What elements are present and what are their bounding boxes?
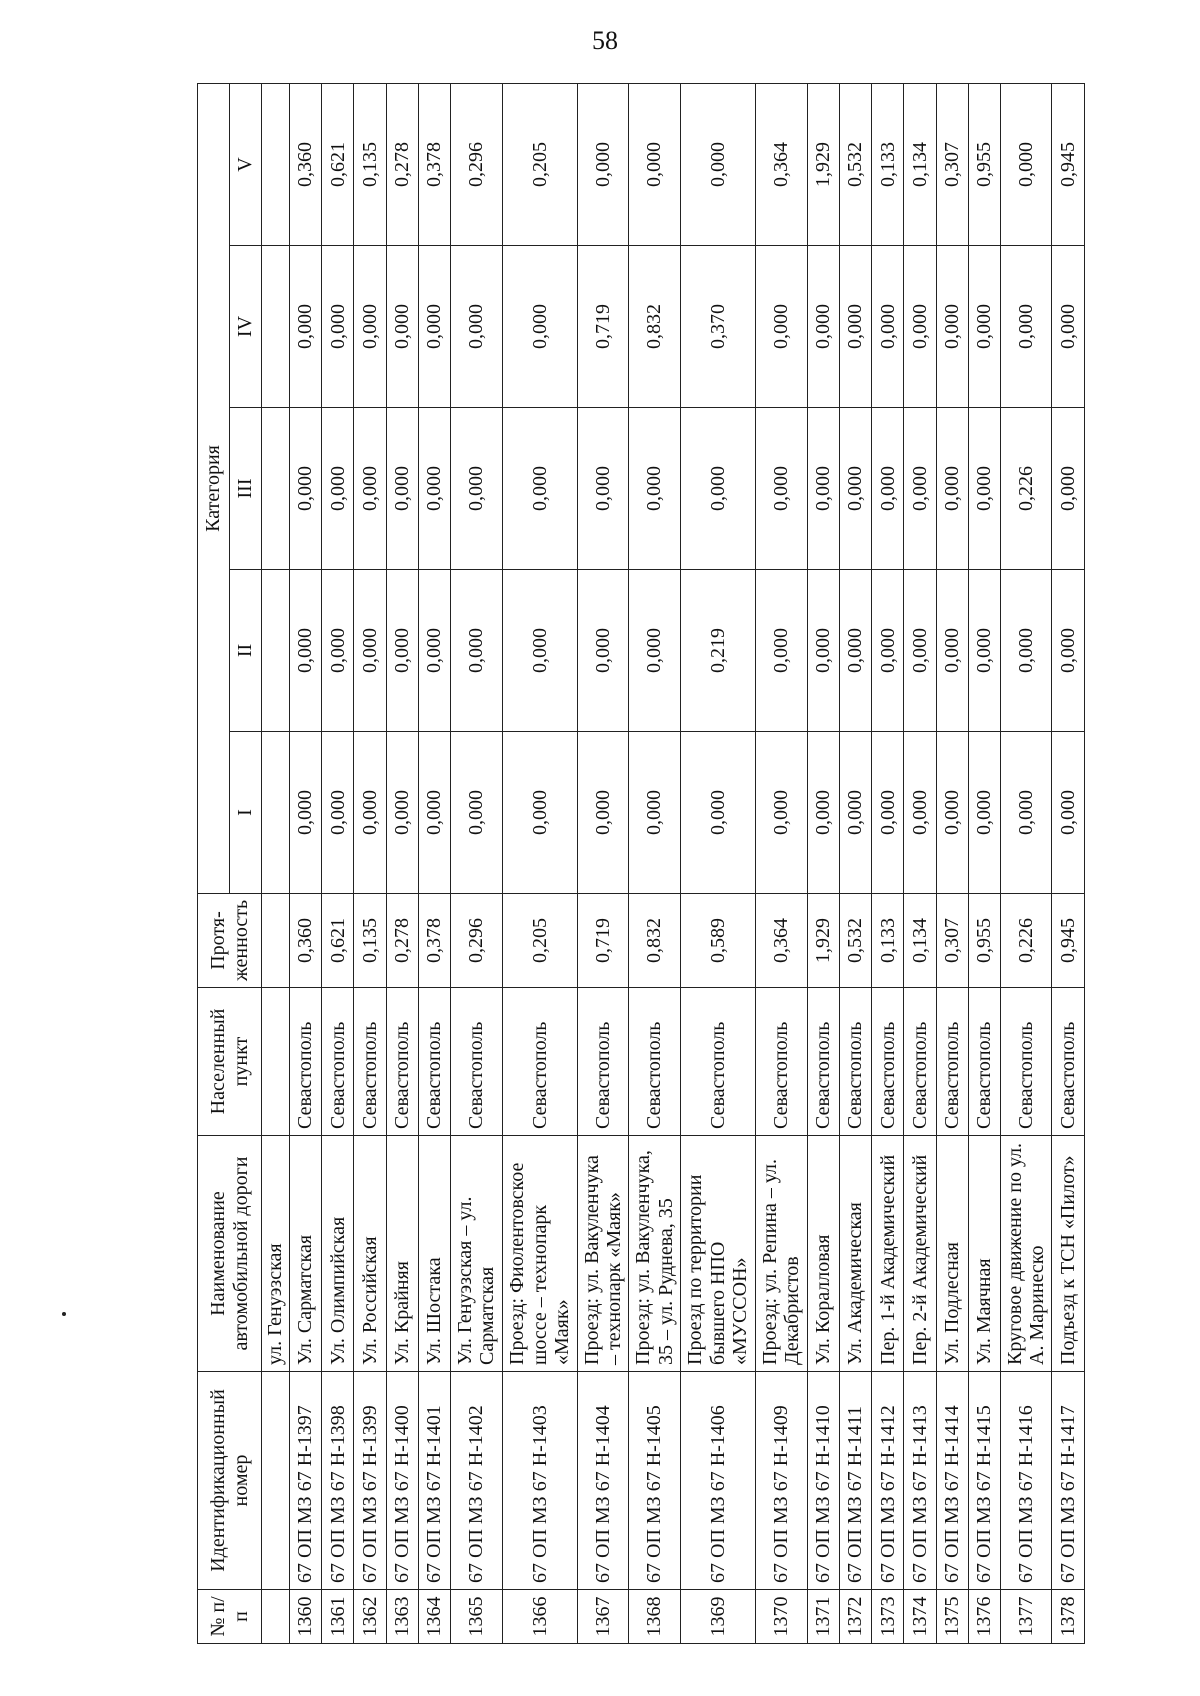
cell-cat-2: 0,000 [386,570,418,732]
cell-name: Ул. Подлесная [936,1136,968,1372]
cell-cat-5: 0,360 [289,83,321,245]
cell-name: ул. Генуэзская [262,1136,290,1372]
cell-name: Подъезд к ТСН «Пилот» [1052,1136,1085,1372]
table-row [418,83,450,1643]
cell-num: 1369 [680,1590,755,1644]
cell-name: Ул. Академическая [839,1136,871,1372]
cell-cat-4: 0,370 [680,246,755,408]
cell-num: 1370 [756,1590,807,1644]
cell-cat-1: 0,000 [807,732,839,894]
cell-empty [262,988,290,1136]
cell-cat-1: 0,000 [322,732,354,894]
cell-num: 1371 [807,1590,839,1644]
cell-cat-3: 0,000 [289,408,321,570]
cell-cat-1: 0,000 [1001,732,1052,894]
cell-cat-2: 0,000 [289,570,321,732]
cell-empty [262,1372,290,1590]
cell-num: 1378 [1052,1590,1085,1644]
cell-cat-4: 0,000 [451,246,502,408]
cell-empty [262,1590,290,1644]
cell-length: 0,360 [289,894,321,988]
cell-location: Севастополь [680,988,755,1136]
cell-length: 0,205 [502,894,577,988]
cell-ident: 67 ОП МЗ 67 Н-1414 [936,1372,968,1590]
cell-cat-4: 0,000 [872,246,904,408]
cell-name: Пер. 2-й Академический [904,1136,936,1372]
cell-cat-3: 0,226 [1001,408,1052,570]
cell-num: 1374 [904,1590,936,1644]
header-location: Населенный пункт [198,988,262,1136]
header-cat-1: I [230,732,262,894]
cell-name: Проезд: Фиолентовское шоссе – технопарк «Маяк» [502,1136,577,1372]
header-name: Наименование автомобильной дороги [198,1136,262,1372]
cell-location: Севастополь [418,988,450,1136]
cell-cat-4: 0,000 [354,246,386,408]
table-row [872,83,904,1643]
cell-cat-4: 0,832 [629,246,680,408]
cell-ident: 67 ОП МЗ 67 Н-1412 [872,1372,904,1590]
cell-ident: 67 ОП МЗ 67 Н-1399 [354,1372,386,1590]
cell-location: Севастополь [756,988,807,1136]
cell-cat-5: 0,532 [839,83,871,245]
cell-cat-1: 0,000 [936,732,968,894]
cell-length: 0,532 [839,894,871,988]
table-row [1001,83,1052,1643]
cell-cat-4: 0,719 [578,246,629,408]
table-row [904,83,936,1643]
cell-cat-2: 0,000 [322,570,354,732]
header-cat-4: IV [230,246,262,408]
cell-length: 0,378 [418,894,450,988]
header-row [198,83,230,1643]
cell-name: Проезд: ул. Вакуленчука – технопарк «Маяк» [578,1136,629,1372]
cell-length: 0,621 [322,894,354,988]
header-num: № п/п [198,1590,262,1644]
header-category: Категория [198,83,230,893]
cell-length: 0,226 [1001,894,1052,988]
cell-num: 1368 [629,1590,680,1644]
cell-ident: 67 ОП МЗ 67 Н-1417 [1052,1372,1085,1590]
cell-cat-3: 0,000 [680,408,755,570]
cell-ident: 67 ОП МЗ 67 Н-1405 [629,1372,680,1590]
cell-cat-5: 0,000 [578,83,629,245]
cell-cat-3: 0,000 [578,408,629,570]
cell-cat-1: 0,000 [839,732,871,894]
cell-ident: 67 ОП МЗ 67 Н-1406 [680,1372,755,1590]
header-cat-5: V [230,83,262,245]
cell-cat-3: 0,000 [936,408,968,570]
cell-num: 1375 [936,1590,968,1644]
cell-name: Ул. Шостака [418,1136,450,1372]
cell-cat-1: 0,000 [629,732,680,894]
cell-cat-4: 0,000 [904,246,936,408]
cell-location: Севастополь [904,988,936,1136]
cell-num: 1373 [872,1590,904,1644]
cell-cat-2: 0,000 [872,570,904,732]
cell-name: Ул. Олимпийская [322,1136,354,1372]
cell-cat-5: 0,945 [1052,83,1085,245]
cell-cat-5: 0,278 [386,83,418,245]
cell-cat-3: 0,000 [807,408,839,570]
cell-cat-2: 0,000 [968,570,1000,732]
cell-name: Проезд: ул. Вакуленчука, 35 – ул. Руднева, 35 [629,1136,680,1372]
cell-cat-4: 0,000 [1052,246,1085,408]
cell-cat-5: 0,000 [680,83,755,245]
cell-name: Ул. Сарматская [289,1136,321,1372]
cell-cat-5: 0,621 [322,83,354,245]
cell-ident: 67 ОП МЗ 67 Н-1402 [451,1372,502,1590]
cell-empty [262,894,290,988]
cell-name: Ул. Коралловая [807,1136,839,1372]
cell-ident: 67 ОП МЗ 67 Н-1409 [756,1372,807,1590]
cell-cat-5: 0,296 [451,83,502,245]
cell-cat-3: 0,000 [872,408,904,570]
cell-cat-1: 0,000 [968,732,1000,894]
cell-location: Севастополь [968,988,1000,1136]
cell-location: Севастополь [289,988,321,1136]
cell-ident: 67 ОП МЗ 67 Н-1403 [502,1372,577,1590]
cell-cat-4: 0,000 [322,246,354,408]
cell-cat-5: 0,205 [502,83,577,245]
cell-location: Севастополь [578,988,629,1136]
cell-empty [262,570,290,732]
cell-cat-2: 0,000 [1052,570,1085,732]
cell-name: Проезд по территории бывшего НПО «МУССОН» [680,1136,755,1372]
cell-name: Проезд: ул. Репина – ул. Декабристов [756,1136,807,1372]
table-row [354,83,386,1643]
cell-length: 0,296 [451,894,502,988]
cell-num: 1365 [451,1590,502,1644]
cell-cat-1: 0,000 [502,732,577,894]
cell-cat-1: 0,000 [1052,732,1085,894]
cell-location: Севастополь [629,988,680,1136]
table-row [322,83,354,1643]
cell-cat-3: 0,000 [502,408,577,570]
cell-ident: 67 ОП МЗ 67 Н-1415 [968,1372,1000,1590]
cell-name: Ул. Крайняя [386,1136,418,1372]
cell-cat-2: 0,000 [839,570,871,732]
cell-num: 1362 [354,1590,386,1644]
cell-cat-5: 0,133 [872,83,904,245]
cell-cat-5: 0,000 [629,83,680,245]
cell-cat-3: 0,000 [418,408,450,570]
cell-location: Севастополь [322,988,354,1136]
cell-cat-4: 0,000 [968,246,1000,408]
cell-empty [262,408,290,570]
table-row [386,83,418,1643]
cell-length: 0,832 [629,894,680,988]
cell-cat-4: 0,000 [1001,246,1052,408]
cell-cat-3: 0,000 [756,408,807,570]
header-ident: Идентификационный номер [198,1372,262,1590]
cell-length: 0,278 [386,894,418,988]
cell-cat-5: 0,364 [756,83,807,245]
cell-location: Севастополь [872,988,904,1136]
cell-cat-1: 0,000 [578,732,629,894]
table-row [680,83,755,1643]
cell-cat-1: 0,000 [904,732,936,894]
cell-ident: 67 ОП МЗ 67 Н-1413 [904,1372,936,1590]
cell-cat-3: 0,000 [322,408,354,570]
cell-cat-5: 0,135 [354,83,386,245]
cell-cat-3: 0,000 [629,408,680,570]
stray-dot [62,1312,66,1316]
cell-cat-2: 0,000 [936,570,968,732]
cell-cat-2: 0,000 [756,570,807,732]
cell-location: Севастополь [1052,988,1085,1136]
cell-num: 1366 [502,1590,577,1644]
cell-empty [262,246,290,408]
rotated-table-frame [197,84,1085,1644]
cell-cat-4: 0,000 [502,246,577,408]
cell-cat-3: 0,000 [451,408,502,570]
table-row [289,83,321,1643]
continuation-row [262,83,290,1643]
table-row [839,83,871,1643]
cell-cat-1: 0,000 [451,732,502,894]
cell-ident: 67 ОП МЗ 67 Н-1397 [289,1372,321,1590]
cell-cat-1: 0,000 [386,732,418,894]
cell-ident: 67 ОП МЗ 67 Н-1411 [839,1372,871,1590]
cell-cat-3: 0,000 [839,408,871,570]
cell-length: 1,929 [807,894,839,988]
cell-num: 1363 [386,1590,418,1644]
cell-num: 1361 [322,1590,354,1644]
cell-cat-3: 0,000 [968,408,1000,570]
cell-cat-3: 0,000 [354,408,386,570]
table-row [502,83,577,1643]
header-cat-3: III [230,408,262,570]
table-row [1052,83,1085,1643]
cell-location: Севастополь [1001,988,1052,1136]
cell-location: Севастополь [354,988,386,1136]
cell-ident: 67 ОП МЗ 67 Н-1401 [418,1372,450,1590]
cell-length: 0,589 [680,894,755,988]
table-container [197,84,1085,1644]
cell-name: Ул. Российская [354,1136,386,1372]
cell-cat-3: 0,000 [904,408,936,570]
cell-name: Круговое движение по ул. А. Маринеско [1001,1136,1052,1372]
cell-cat-3: 0,000 [1052,408,1085,570]
table-row [451,83,502,1643]
cell-num: 1360 [289,1590,321,1644]
cell-num: 1364 [418,1590,450,1644]
cell-length: 0,719 [578,894,629,988]
cell-cat-4: 0,000 [289,246,321,408]
cell-cat-4: 0,000 [936,246,968,408]
cell-cat-2: 0,219 [680,570,755,732]
cell-ident: 67 ОП МЗ 67 Н-1404 [578,1372,629,1590]
cell-cat-2: 0,000 [354,570,386,732]
page-number: 58 [592,26,618,55]
cell-cat-1: 0,000 [756,732,807,894]
cell-location: Севастополь [936,988,968,1136]
cell-cat-4: 0,000 [418,246,450,408]
cell-empty [262,732,290,894]
table-row [807,83,839,1643]
cell-cat-1: 0,000 [872,732,904,894]
cell-location: Севастополь [386,988,418,1136]
table-row [629,83,680,1643]
cell-location: Севастополь [451,988,502,1136]
cell-ident: 67 ОП МЗ 67 Н-1416 [1001,1372,1052,1590]
cell-name: Пер. 1-й Академический [872,1136,904,1372]
table-body [262,83,1085,1643]
cell-cat-2: 0,000 [418,570,450,732]
cell-cat-2: 0,000 [502,570,577,732]
cell-name: Ул. Маячная [968,1136,1000,1372]
roads-table [197,83,1085,1644]
cell-cat-1: 0,000 [354,732,386,894]
cell-cat-5: 1,929 [807,83,839,245]
cell-cat-2: 0,000 [629,570,680,732]
cell-num: 1372 [839,1590,871,1644]
cell-length: 0,135 [354,894,386,988]
table-row [756,83,807,1643]
cell-cat-5: 0,134 [904,83,936,245]
cell-cat-4: 0,000 [756,246,807,408]
cell-cat-4: 0,000 [839,246,871,408]
cell-length: 0,307 [936,894,968,988]
cell-location: Севастополь [839,988,871,1136]
cell-cat-5: 0,378 [418,83,450,245]
cell-cat-2: 0,000 [807,570,839,732]
cell-num: 1367 [578,1590,629,1644]
cell-location: Севастополь [807,988,839,1136]
cell-name: Ул. Генуэзская – ул. Сарматская [451,1136,502,1372]
cell-cat-2: 0,000 [451,570,502,732]
cell-cat-1: 0,000 [418,732,450,894]
cell-length: 0,364 [756,894,807,988]
cell-ident: 67 ОП МЗ 67 Н-1400 [386,1372,418,1590]
cell-empty [262,83,290,245]
cell-cat-2: 0,000 [904,570,936,732]
header-length: Протя-женность [198,894,262,988]
cell-cat-4: 0,000 [386,246,418,408]
cell-cat-5: 0,955 [968,83,1000,245]
cell-num: 1377 [1001,1590,1052,1644]
cell-cat-5: 0,000 [1001,83,1052,245]
cell-ident: 67 ОП МЗ 67 Н-1410 [807,1372,839,1590]
cell-length: 0,945 [1052,894,1085,988]
cell-cat-4: 0,000 [807,246,839,408]
cell-ident: 67 ОП МЗ 67 Н-1398 [322,1372,354,1590]
table-row [936,83,968,1643]
cell-cat-2: 0,000 [578,570,629,732]
cell-cat-2: 0,000 [1001,570,1052,732]
cell-location: Севастополь [502,988,577,1136]
cell-length: 0,955 [968,894,1000,988]
cell-cat-5: 0,307 [936,83,968,245]
table-row [578,83,629,1643]
cell-cat-1: 0,000 [680,732,755,894]
cell-length: 0,134 [904,894,936,988]
cell-length: 0,133 [872,894,904,988]
table-row [968,83,1000,1643]
header-cat-2: II [230,570,262,732]
cell-num: 1376 [968,1590,1000,1644]
cell-cat-3: 0,000 [386,408,418,570]
cell-cat-1: 0,000 [289,732,321,894]
